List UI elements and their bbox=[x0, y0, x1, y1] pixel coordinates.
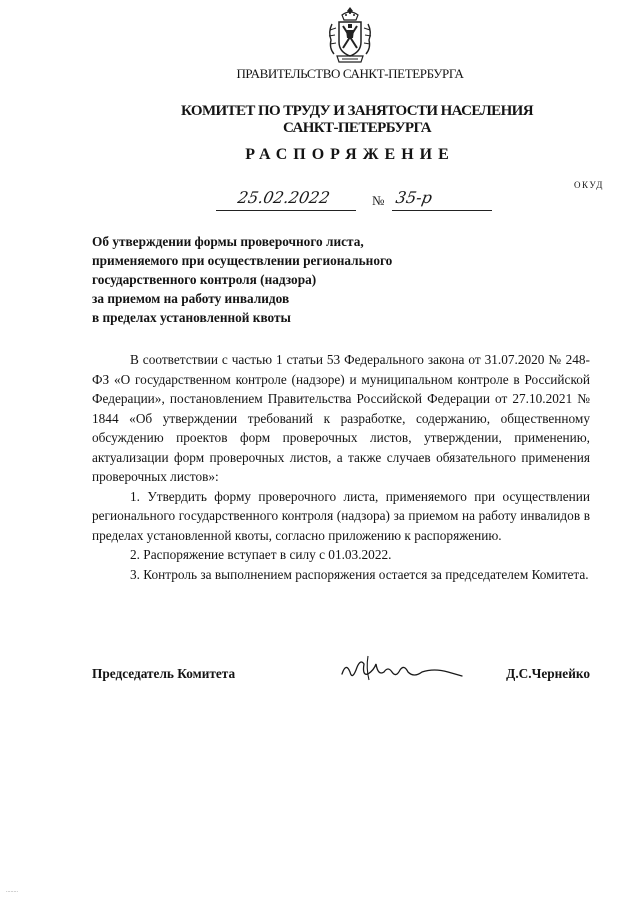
subject-line: применяемого при осуществлении регионального bbox=[92, 253, 393, 268]
intro-paragraph: В соответствии с частью 1 статьи 53 Федерального закона от 31.07.2020 № 248-ФЗ «О государственном контроле (надзоре) и муниципальном контроле в Российской Федерации», постановлением Правительства Российской Федерации от 27.10.2021 № 1844 «Об утверждении требований к разработке, содержанию, общественному обсуждению проектов форм проверочных листов, утверждении, применению, актуализации форм проверочных листов, а также случаев обязательного применения проверочных листов»: bbox=[92, 352, 590, 484]
subject-line: в пределах установленной квоты bbox=[92, 310, 291, 325]
committee-name-line2: САНКТ-ПЕТЕРБУРГА bbox=[282, 120, 431, 136]
date-field bbox=[216, 188, 356, 211]
handwritten-signature bbox=[338, 650, 468, 690]
item-3-paragraph: 3. Контроль за выполнением распоряжения остается за председателем Комитета. bbox=[130, 566, 589, 582]
subject-line: государственного контроля (надзора) bbox=[92, 272, 317, 287]
government-name: ПРАВИТЕЛЬСТВО САНКТ-ПЕТЕРБУРГА bbox=[236, 66, 464, 81]
subject-line: за приемом на работу инвалидов bbox=[92, 291, 290, 306]
item-2-paragraph: 2. Распоряжение вступает в силу с 01.03.2022. bbox=[130, 547, 392, 562]
number-field bbox=[392, 188, 492, 211]
handwritten-date: 25.02.2022 bbox=[236, 188, 332, 207]
signatory-title: Председатель Комитета bbox=[92, 666, 236, 681]
number-sign: № bbox=[372, 193, 385, 208]
document-type-title: РАСПОРЯЖЕНИЕ bbox=[245, 146, 455, 163]
document-body bbox=[92, 350, 590, 584]
signatory-name: Д.С.Чернейко bbox=[506, 666, 590, 681]
coat-of-arms-emblem bbox=[326, 6, 374, 64]
okud-label: ОКУД bbox=[574, 180, 604, 190]
subject-line: Об утверждении формы проверочного листа, bbox=[92, 234, 364, 249]
committee-name-line1: КОМИТЕТ ПО ТРУДУ И ЗАНЯТОСТИ НАСЕЛЕНИЯ bbox=[181, 103, 533, 119]
footer-mark: ........ bbox=[6, 888, 18, 894]
item-1-paragraph: 1. Утвердить форму проверочного листа, применяемого при осуществлении регионального государственного контроля (надзора) за приемом на работу инвалидов в пределах установленной квоты, согласно приложению к распоряжению. bbox=[92, 488, 590, 543]
handwritten-number: 35-р bbox=[394, 188, 434, 207]
committee-name bbox=[0, 103, 640, 137]
document-subject bbox=[92, 232, 452, 327]
signature-block bbox=[92, 666, 590, 690]
